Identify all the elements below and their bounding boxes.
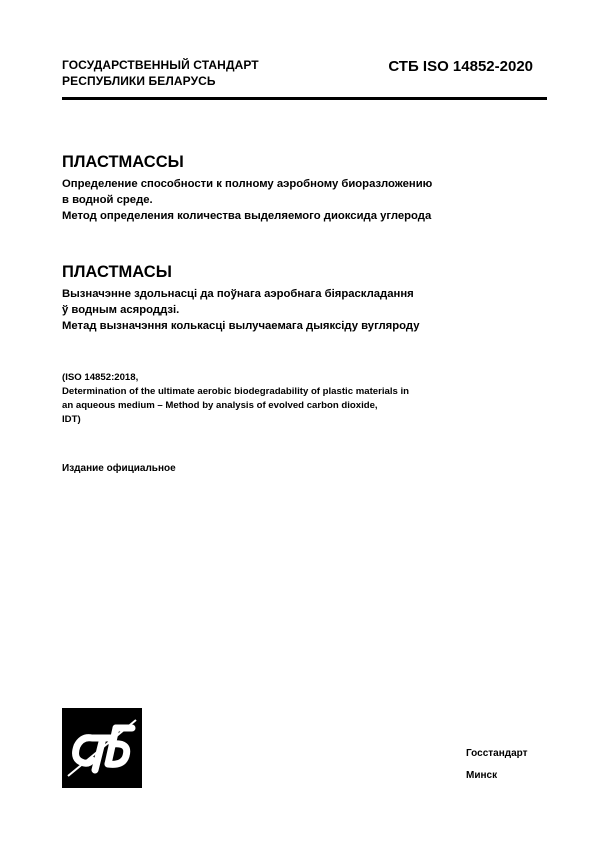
header-divider	[62, 97, 547, 100]
stb-logo-icon	[62, 708, 142, 788]
standard-number: СТБ ISO 14852-2020	[388, 58, 533, 75]
header-org-line-2: РЕСПУБЛИКИ БЕЛАРУСЬ	[62, 74, 216, 88]
russian-title-block	[62, 152, 547, 224]
iso-reference-line: an aqueous medium – Method by analysis of evolved carbon dioxide,	[62, 400, 378, 411]
iso-reference-line: Determination of the ultimate aerobic biodegradability of plastic materials in	[62, 386, 410, 397]
russian-title: ПЛАСТМАССЫ	[62, 153, 184, 171]
iso-reference-line: (ISO 14852:2018,	[62, 372, 139, 383]
russian-subtitle-line: в водной среде.	[62, 194, 153, 206]
russian-subtitle-line: Метод определения количества выделяемого диоксида углерода	[62, 210, 432, 222]
publisher-city: Минск	[466, 770, 498, 781]
belarusian-title-block	[62, 262, 547, 334]
belarusian-subtitle-line: Метад вызначэння колькасці вылучаемага дыяксіду вугляроду	[62, 320, 420, 332]
belarusian-subtitle-line: Вызначэнне здольнасці да поўнага аэробнага біяраскладання	[62, 288, 414, 300]
header-organization	[62, 57, 259, 89]
edition-label: Издание официальное	[62, 463, 176, 474]
publisher-block	[466, 743, 528, 787]
iso-reference-block	[62, 371, 532, 427]
iso-reference-line: IDT)	[62, 414, 81, 425]
belarusian-title: ПЛАСТМАСЫ	[62, 263, 172, 281]
header-org-line-1: ГОСУДАРСТВЕННЫЙ СТАНДАРТ	[62, 58, 259, 72]
belarusian-subtitle-line: ў водным асяроддзі.	[62, 304, 180, 316]
publisher-name: Госстандарт	[466, 748, 528, 759]
russian-subtitle-line: Определение способности к полному аэробному биоразложению	[62, 178, 433, 190]
